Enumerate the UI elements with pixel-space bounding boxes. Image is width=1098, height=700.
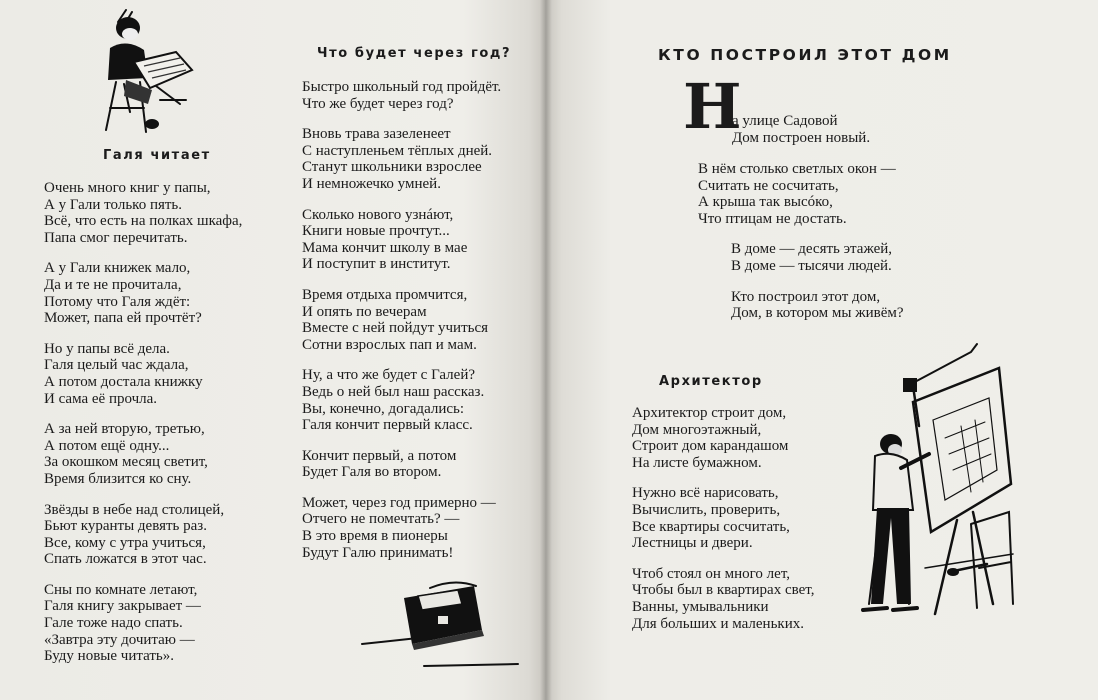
poem-line: И немножечко умней. bbox=[302, 175, 441, 192]
poem-line: Считать не сосчитать, bbox=[698, 177, 839, 194]
poem-galya bbox=[44, 180, 242, 679]
poem-line: Дом, в котором мы живём? bbox=[731, 305, 904, 322]
poem-line: И сама её прочла. bbox=[44, 390, 158, 407]
stanza bbox=[302, 495, 501, 561]
poem-line: Галя целый час ждала, bbox=[44, 357, 189, 374]
poem-line: Может, папа ей прочтёт? bbox=[44, 310, 202, 327]
stanza bbox=[44, 421, 242, 487]
poem-line: Книги новые прочтут... bbox=[302, 223, 450, 240]
poem-line: Но у папы всё дела. bbox=[44, 340, 170, 357]
poem-title-year: Что будет через год? bbox=[317, 46, 512, 61]
poem-line: Бьют куранты девять раз. bbox=[44, 518, 207, 535]
stanza bbox=[44, 582, 242, 665]
poem-line: Отчего не помечтать? — bbox=[302, 511, 460, 528]
poem-line: Сны по комнате летают, bbox=[44, 581, 198, 598]
stanza bbox=[732, 113, 870, 146]
poem-line: В это время в пионеры bbox=[302, 528, 448, 545]
poem-line: Папа смог перечитать. bbox=[44, 229, 188, 246]
poem-title-architect: Архитектор bbox=[659, 374, 763, 389]
stanza bbox=[302, 126, 501, 192]
poem-line: Да и те не прочитала, bbox=[44, 276, 182, 293]
poem-year bbox=[302, 79, 501, 575]
poem-house-continued bbox=[696, 161, 904, 336]
poem-line: Очень много книг у папы, bbox=[44, 180, 211, 196]
poem-line: Сотни взрослых пап и мам. bbox=[302, 336, 477, 353]
right-page bbox=[545, 0, 1098, 700]
poem-line: Нужно всё нарисовать, bbox=[632, 485, 779, 502]
poem-line: Будут Галю принимать! bbox=[302, 544, 454, 561]
poem-line: Дом построен новый. bbox=[732, 129, 871, 146]
poem-line: Сколько нового узнáют, bbox=[302, 206, 454, 223]
stanza bbox=[302, 287, 501, 353]
school-bag-illustration bbox=[358, 578, 528, 673]
poem-line: Будет Галя во втором. bbox=[302, 464, 442, 481]
poem-line: И опять по вечерам bbox=[302, 303, 427, 320]
poem-line: Что же будет через год? bbox=[302, 95, 454, 112]
poem-line: Кончит первый, а потом bbox=[302, 447, 457, 464]
poem-line: Может, через год примерно — bbox=[302, 494, 496, 511]
poem-line: А за ней вторую, третью, bbox=[44, 421, 205, 438]
poem-line: Галя кончит первый класс. bbox=[302, 417, 473, 434]
poem-line: Лестницы и двери. bbox=[632, 535, 753, 552]
stanza bbox=[44, 502, 242, 568]
left-page bbox=[0, 0, 545, 700]
poem-line: Дом многоэтажный, bbox=[632, 421, 762, 438]
poem-title-galya: Галя читает bbox=[103, 148, 211, 163]
architect-drafting-illustration bbox=[853, 342, 1025, 622]
poem-line: А крыша так высóко, bbox=[698, 194, 833, 211]
stanza bbox=[44, 260, 242, 326]
stanza bbox=[632, 566, 814, 632]
poem-line: Все, кому с утра учиться, bbox=[44, 534, 206, 551]
poem-line: А потом достала книжку bbox=[44, 373, 203, 390]
stanza bbox=[632, 405, 814, 471]
poem-line: Всё, что есть на полках шкафа, bbox=[44, 213, 243, 230]
poem-line: Вы, конечно, догадались: bbox=[302, 400, 465, 417]
poem-line: Чтобы был в квартирах свет, bbox=[632, 582, 815, 599]
poem-house bbox=[732, 113, 870, 160]
poem-line: а улице Садовой bbox=[732, 113, 838, 129]
poem-line: Архитектор строит дом, bbox=[632, 405, 787, 421]
girl-reading-illustration bbox=[96, 4, 204, 134]
poem-line: В нём столько светлых окон — bbox=[698, 161, 896, 177]
stanza bbox=[632, 485, 814, 551]
stanza bbox=[44, 180, 242, 246]
poem-line: Быстро школьный год пройдёт. bbox=[302, 79, 502, 95]
poem-line: На листе бумажном. bbox=[632, 454, 762, 471]
poem-line: Все квартиры сосчитать, bbox=[632, 518, 790, 535]
poem-line: С наступленьем тёплых дней. bbox=[302, 142, 493, 159]
poem-title-house: КТО ПОСТРОИЛ ЭТОТ ДОМ bbox=[658, 46, 952, 64]
poem-line: Ведь о ней был наш рассказ. bbox=[302, 383, 485, 400]
poem-line: Ванны, умывальники bbox=[632, 598, 769, 615]
stanza bbox=[302, 79, 501, 112]
drop-cap-letter: Н bbox=[683, 70, 742, 143]
poem-line: Вновь трава зазеленеет bbox=[302, 126, 451, 143]
poem-line: Для больших и маленьких. bbox=[632, 615, 804, 632]
poem-line: Вычислить, проверить, bbox=[632, 501, 781, 518]
poem-architect bbox=[632, 405, 814, 646]
poem-line: Вместе с ней пойдут учиться bbox=[302, 320, 489, 337]
poem-line: Буду новые читать». bbox=[44, 648, 174, 665]
stanza bbox=[731, 289, 904, 322]
stanza bbox=[731, 241, 904, 274]
stanza bbox=[698, 161, 904, 227]
poem-line: Мама кончит школу в мае bbox=[302, 239, 468, 256]
poem-line: В доме — тысячи людей. bbox=[731, 257, 892, 274]
poem-line: И поступит в институт. bbox=[302, 256, 451, 273]
poem-line: Кто построил этот дом, bbox=[731, 288, 881, 305]
poem-line: Галя книгу закрывает — bbox=[44, 598, 201, 615]
stanza bbox=[44, 341, 242, 407]
poem-line: Ну, а что же будет с Галей? bbox=[302, 367, 475, 384]
poem-line: За окошком месяц светит, bbox=[44, 454, 208, 471]
poem-line: Чтоб стоял он много лет, bbox=[632, 565, 790, 582]
poem-line: Гале тоже надо спать. bbox=[44, 615, 183, 632]
poem-line: Потому что Галя ждёт: bbox=[44, 293, 191, 310]
poem-line: Станут школьники взрослее bbox=[302, 159, 482, 176]
poem-line: Что птицам не достать. bbox=[698, 210, 847, 227]
poem-line: А потом ещё одну... bbox=[44, 437, 170, 454]
book-gutter bbox=[540, 0, 552, 700]
poem-line: «Завтра эту дочитаю — bbox=[44, 631, 195, 648]
poem-line: В доме — десять этажей, bbox=[731, 241, 893, 258]
poem-line: А у Гали книжек мало, bbox=[44, 260, 191, 277]
stanza bbox=[302, 367, 501, 433]
poem-line: Спать ложатся в этот час. bbox=[44, 551, 207, 568]
poem-line: Строит дом карандашом bbox=[632, 438, 789, 455]
stanza bbox=[302, 448, 501, 481]
poem-line: Время близится ко сну. bbox=[44, 470, 192, 487]
poem-line: А у Гали только пять. bbox=[44, 196, 183, 213]
stanza bbox=[302, 207, 501, 273]
poem-line: Время отдыха промчится, bbox=[302, 286, 468, 303]
poem-line: Звёзды в небе над столицей, bbox=[44, 501, 225, 518]
